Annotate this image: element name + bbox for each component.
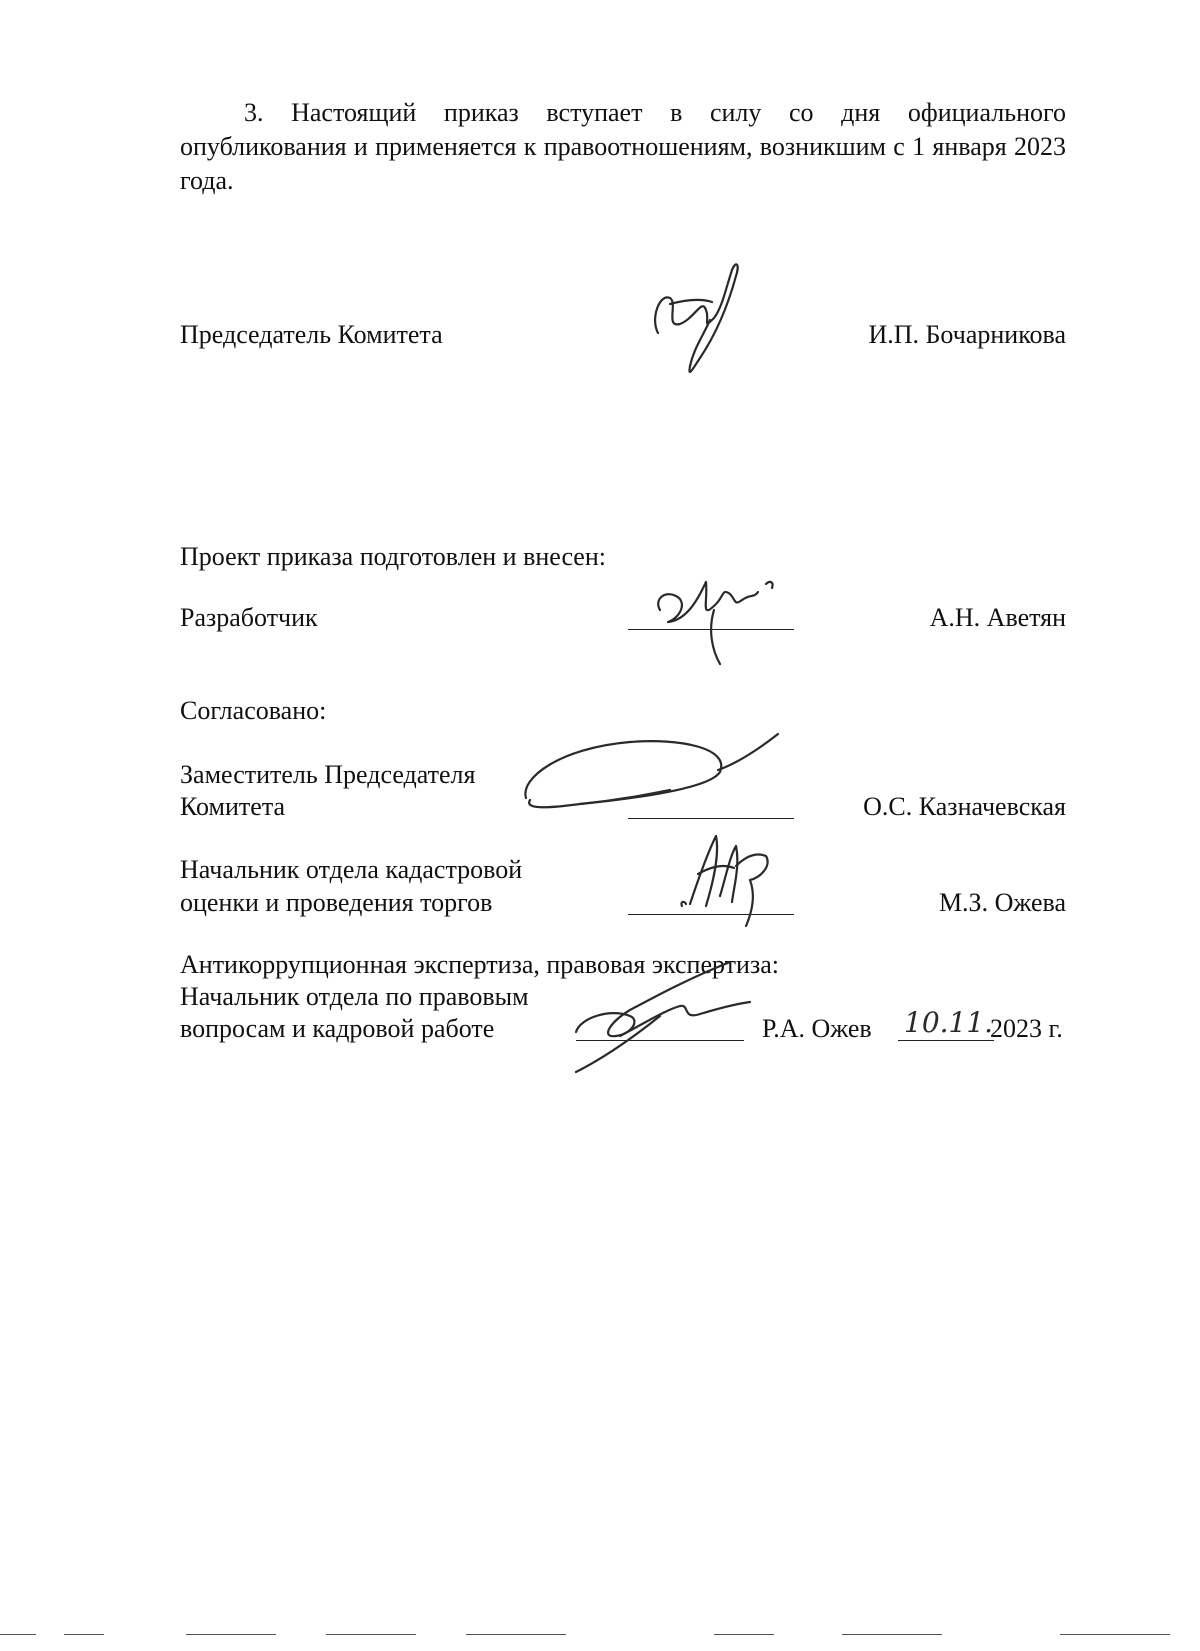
developer-signature bbox=[650, 560, 790, 670]
scan-artifact bbox=[1060, 1634, 1170, 1635]
order-clause-paragraph: 3. Настоящий приказ вступает в силу со дня официального опубликования и применяется к правоотношениям, возникшим с 1 января 2023 года. bbox=[180, 98, 1066, 195]
scan-artifact bbox=[64, 1634, 104, 1635]
scan-artifact bbox=[842, 1634, 942, 1635]
deputy-position-line2: Комитета bbox=[180, 792, 286, 821]
scan-artifact bbox=[0, 1634, 36, 1635]
chairman-position: Председатель Комитета bbox=[180, 320, 443, 349]
legal-position-line2: вопросам и кадровой работе bbox=[180, 1014, 495, 1043]
deputy-signature bbox=[520, 728, 790, 818]
deputy-name: О.С. Казначевская bbox=[863, 792, 1066, 821]
legal-date-suffix: 2023 г. bbox=[990, 1014, 1063, 1043]
agreed-heading: Согласовано: bbox=[180, 696, 327, 725]
deputy-position-line1: Заместитель Председателя bbox=[180, 760, 476, 789]
expertise-heading: Антикоррупционная экспертиза, правовая экспертиза: bbox=[180, 950, 779, 979]
cadastre-position-line2: оценки и проведения торгов bbox=[180, 888, 493, 917]
scan-artifact bbox=[186, 1634, 276, 1635]
chairman-signature bbox=[640, 258, 760, 388]
scan-artifact bbox=[714, 1634, 774, 1635]
legal-signature bbox=[570, 960, 770, 1080]
legal-position-line1: Начальник отдела по правовым bbox=[180, 982, 529, 1011]
deputy-signature-line bbox=[628, 818, 794, 819]
legal-name: Р.А. Ожев bbox=[762, 1014, 872, 1043]
cadastre-position-line1: Начальник отдела кадастровой bbox=[180, 855, 523, 884]
developer-name: А.Н. Аветян bbox=[929, 603, 1066, 632]
cadastre-signature bbox=[676, 826, 786, 936]
scan-artifact bbox=[326, 1634, 416, 1635]
cadastre-name: М.З. Ожева bbox=[938, 888, 1066, 917]
legal-date-line bbox=[898, 1040, 994, 1041]
scan-artifact bbox=[466, 1634, 566, 1635]
developer-position: Разработчик bbox=[180, 603, 318, 632]
legal-date-handwritten: 10.11. bbox=[904, 1006, 994, 1039]
project-heading: Проект приказа подготовлен и внесен: bbox=[180, 542, 606, 571]
chairman-name: И.П. Бочарникова bbox=[868, 320, 1066, 349]
